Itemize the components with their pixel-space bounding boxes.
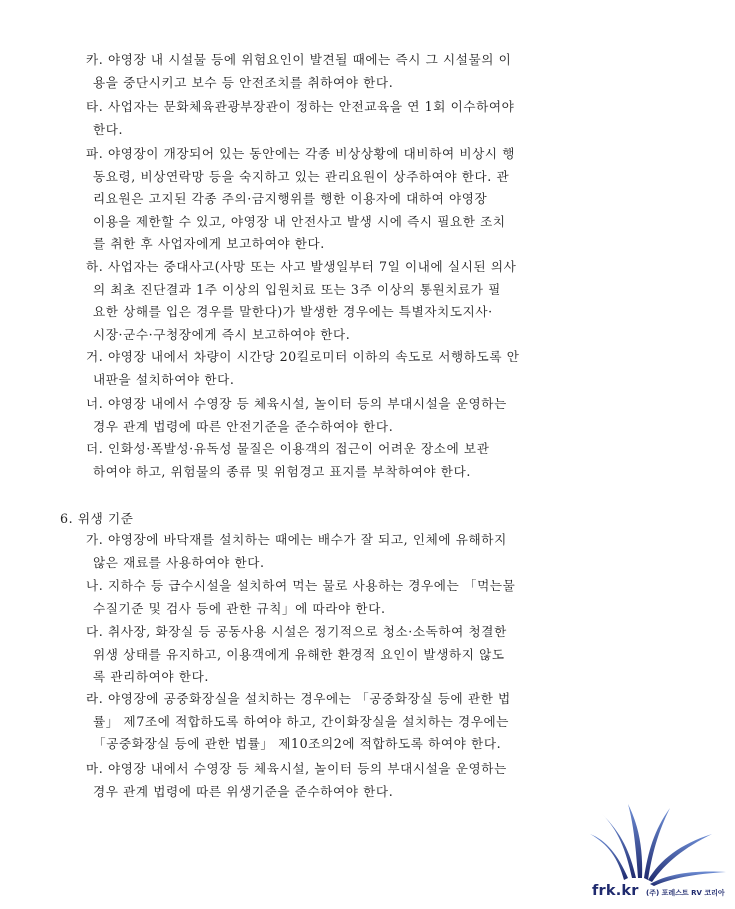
list-item-deo (86, 438, 606, 483)
list-item-ra (86, 688, 606, 756)
item-line: 시장·군수·구청장에게 즉시 보고하여야 한다. (93, 326, 351, 342)
item-line: 한다. (93, 121, 124, 137)
list-item-ta (86, 96, 606, 141)
item-line: 률」 제7조에 적합하도록 하여야 하고, 간이화장실을 설치하는 경우에는 (93, 713, 510, 729)
list-item-neo (86, 393, 606, 438)
item-line: 록 관리하여야 한다. (93, 669, 209, 684)
company-logo (588, 800, 728, 904)
item-line: 거. 야영장 내에서 차량이 시간당 20킬로미터 이하의 속도로 서행하도록 안 (86, 349, 520, 364)
list-item-da (86, 621, 606, 689)
item-line: 「공중화장실 등에 관한 법률」 제10조의2에 적합하도록 하여야 한다. (93, 736, 502, 751)
item-line: 카. 야영장 내 시설물 등에 위험요인이 발견될 때에는 즉시 그 시설물의 이 (86, 52, 512, 67)
item-line: 위생 상태를 유지하고, 이용객에게 유해한 환경적 요인이 발생하지 않도 (93, 646, 505, 662)
logo-subtext: (주) 포레스트 RV 코리아 (646, 889, 725, 897)
item-line: 더. 인화성·폭발성·유독성 물질은 이용객의 접근이 어려운 장소에 보관 (86, 441, 490, 456)
item-line: 타. 사업자는 문화체육관광부장관이 정하는 안전교육을 연 1회 이수하여야 (86, 99, 515, 114)
list-item-na (86, 575, 606, 620)
item-line: 내판을 설치하여야 한다. (93, 371, 235, 387)
item-line: 용을 중단시키고 보수 등 안전조치를 취하여야 한다. (93, 74, 394, 90)
list-item-pa (86, 143, 606, 256)
item-line: 나. 지하수 등 급수시설을 설치하여 먹는 물로 사용하는 경우에는 「먹는물 (86, 578, 516, 593)
logo-text: frk.kr (592, 883, 639, 899)
item-line: 다. 취사장, 화장실 등 공동사용 시설은 정기적으로 청소·소독하여 청결한 (86, 624, 507, 639)
list-item-ga (86, 529, 606, 574)
item-line: 너. 야영장 내에서 수영장 등 체육시설, 놀이터 등의 부대시설을 운영하는 (86, 396, 507, 411)
section-heading: 6. 위생 기준 (60, 511, 134, 526)
item-line: 하여야 하고, 위험물의 종류 및 위험경고 표지를 부착하여야 한다. (93, 463, 471, 479)
item-line: 하. 사업자는 중대사고(사망 또는 사고 발생일부터 7일 이내에 실시된 의사 (86, 259, 517, 274)
list-item-ha (86, 256, 606, 346)
item-line: 마. 야영장 내에서 수영장 등 체육시설, 놀이터 등의 부대시설을 운영하는 (86, 761, 507, 776)
item-line: 요한 상해를 입은 경우를 말한다)가 발생한 경우에는 특별자치도지사· (93, 304, 493, 319)
item-line: 가. 야영장에 바닥재를 설치하는 때에는 배수가 잘 되고, 인체에 유해하지 (86, 532, 507, 547)
list-item-ma (86, 758, 606, 803)
list-item-geo (86, 346, 606, 391)
item-line: 파. 야영장이 개장되어 있는 동안에는 각종 비상상황에 대비하여 비상시 행 (86, 146, 515, 161)
item-line: 동요령, 비상연락망 등을 숙지하고 있는 관리요원이 상주하여야 한다. 관 (93, 168, 510, 184)
leaf-burst-logo-icon (588, 800, 728, 890)
item-line: 수질기준 및 검사 등에 관한 규칙」에 따라야 한다. (93, 600, 386, 616)
item-line: 경우 관계 법령에 따른 위생기준을 준수하여야 한다. (93, 783, 394, 799)
item-line: 를 취한 후 사업자에게 보고하여야 한다. (93, 236, 325, 251)
item-line: 의 최초 진단결과 1주 이상의 입원치료 또는 3주 이상의 통원치료가 필 (93, 281, 501, 297)
item-line: 이용을 제한할 수 있고, 야영장 내 안전사고 발생 시에 즉시 필요한 조치 (93, 213, 506, 229)
item-line: 않은 재료를 사용하여야 한다. (93, 554, 265, 570)
list-item-ka (86, 49, 606, 94)
item-line: 경우 관계 법령에 따른 안전기준을 준수하여야 한다. (93, 418, 394, 434)
item-line: 리요원은 고지된 각종 주의·금지행위를 행한 이용자에 대하여 야영장 (93, 191, 488, 206)
item-line: 라. 야영장에 공중화장실을 설치하는 경우에는 「공중화장실 등에 관한 법 (86, 691, 511, 706)
